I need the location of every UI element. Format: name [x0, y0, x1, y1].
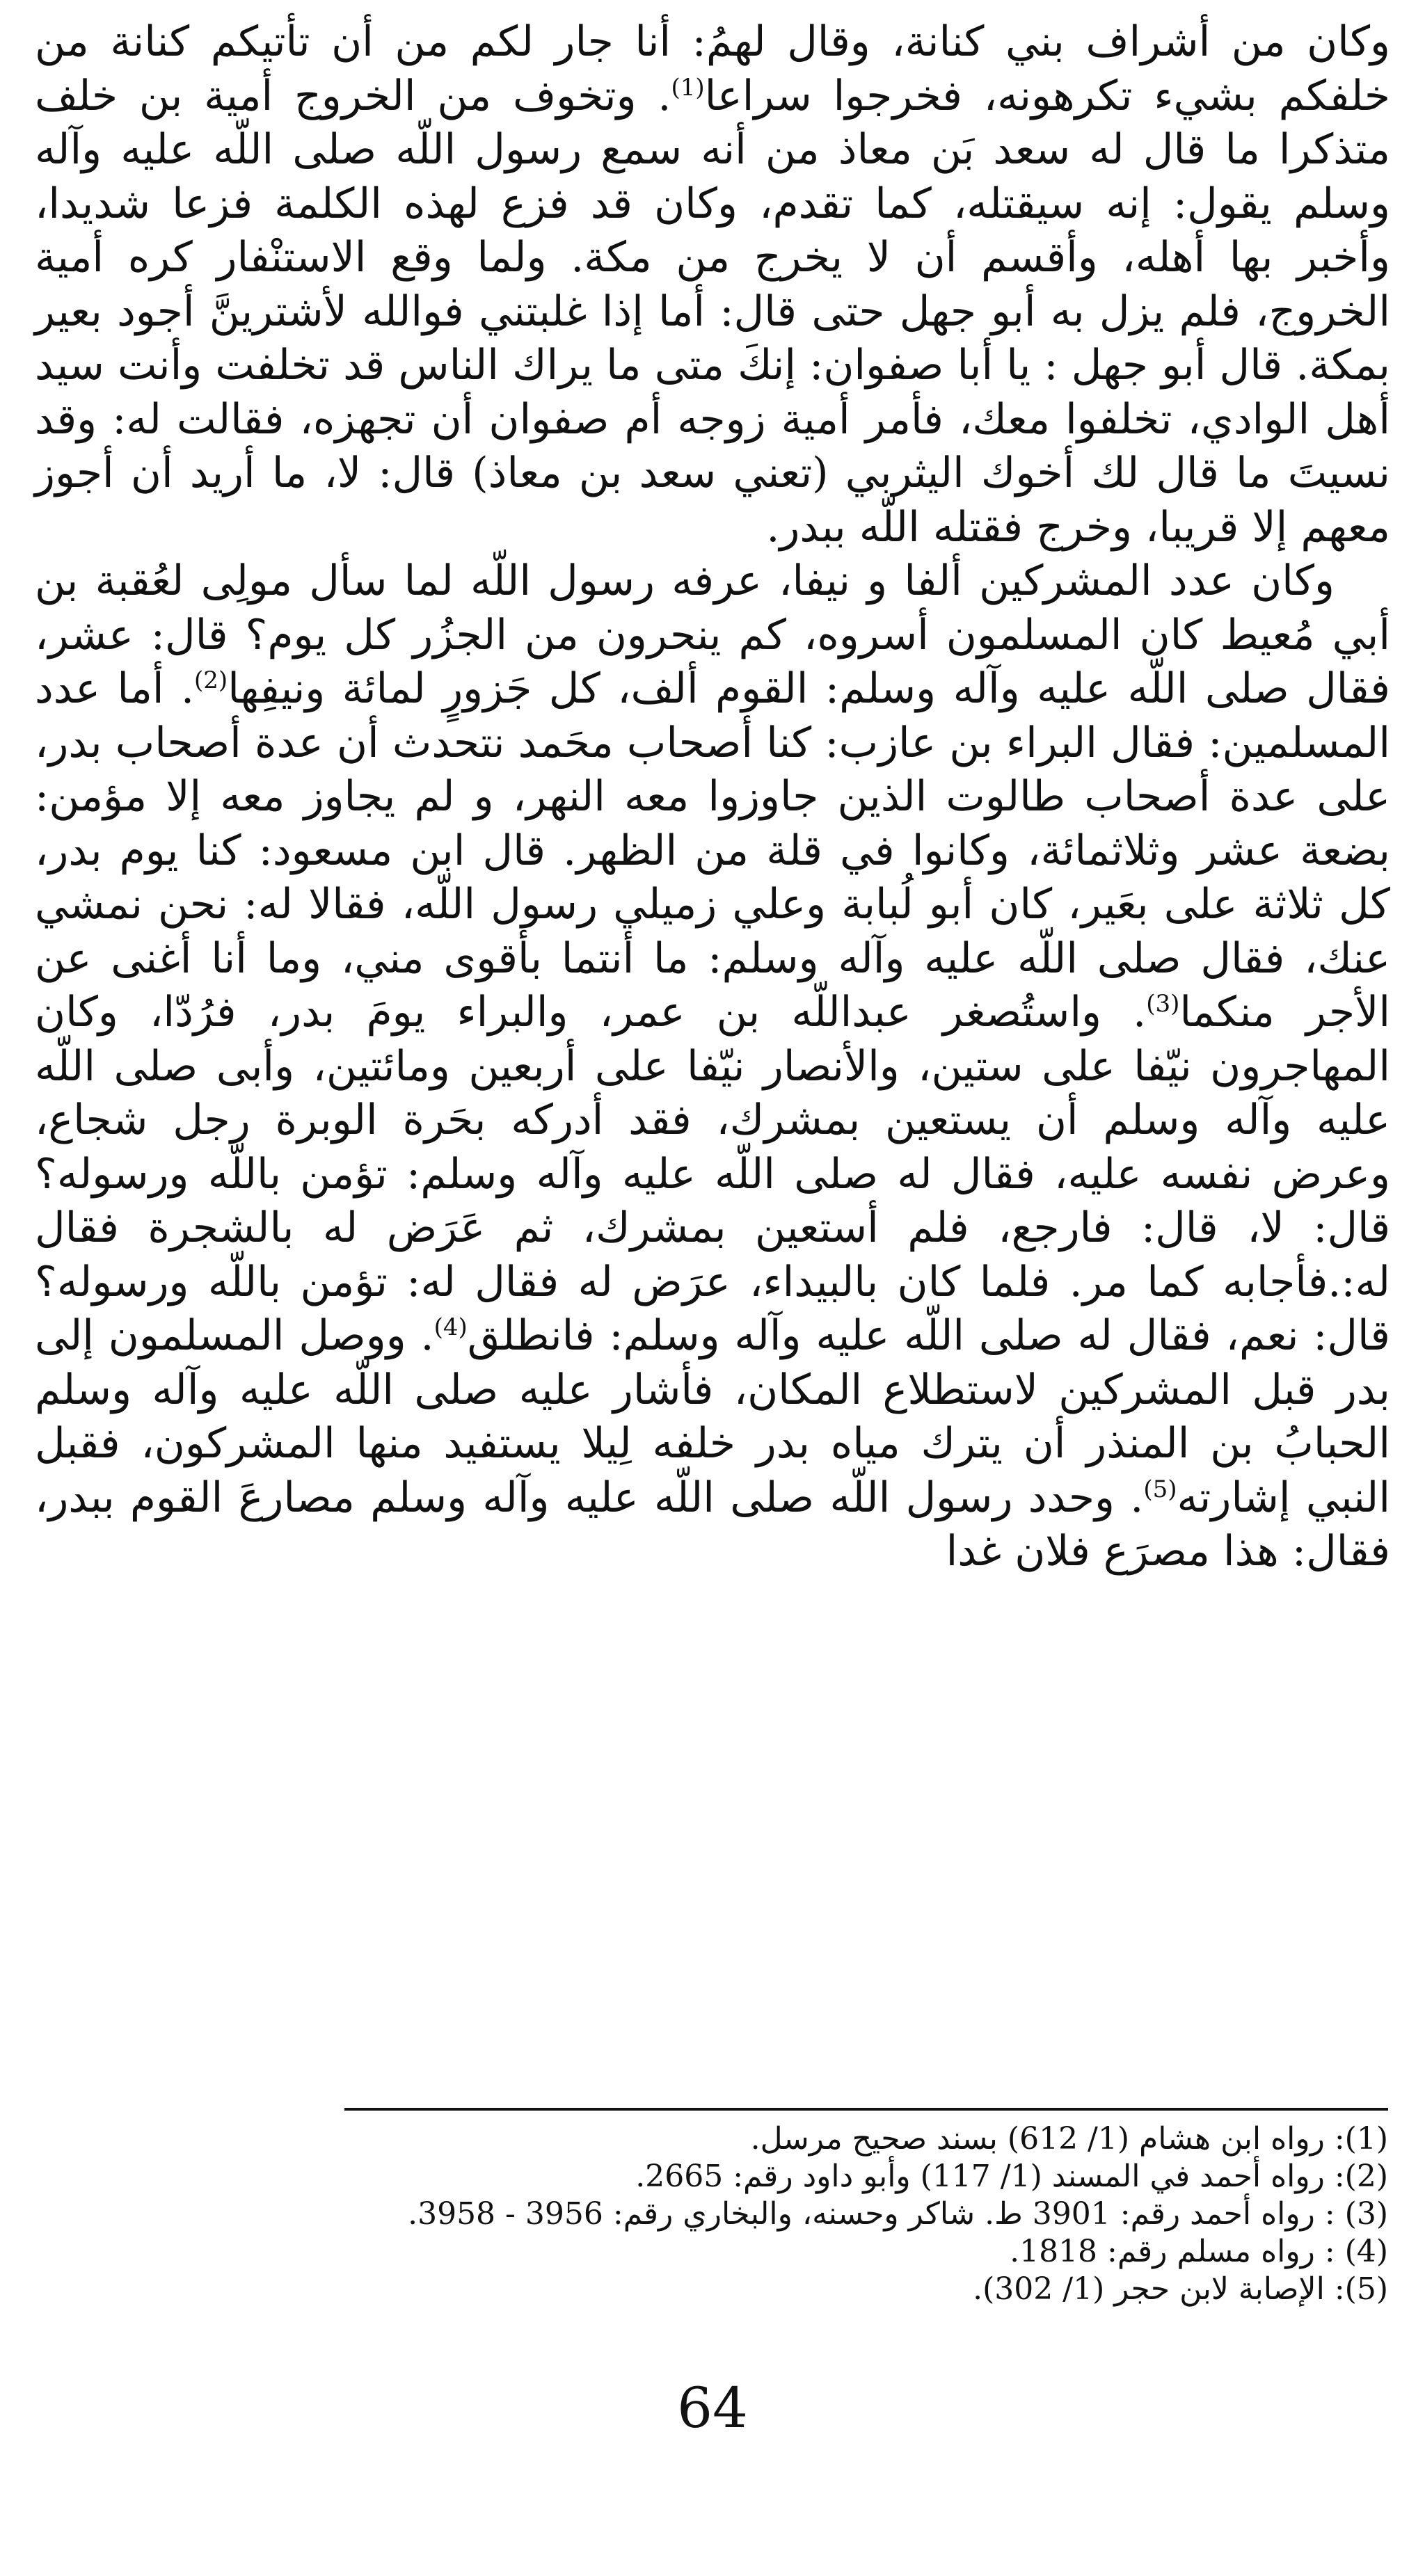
paragraph-1-part-b: . وتخوف من الخروج أمية بن خلف متذكرا ما قال له سعد بَن معاذ من أنه سمع رسول اللّه صلى اللّه عليه وآله وسلم يقول: إنه سيقتله، كما تقدم، وكان قد فزع لهذه الكلمة فزعا شديدا، وأخبر بها أهله، وأقسم أن لا يخرج من مكة. ولما وقع الاستنْفار كره أمية الخروج، فلم يزل به أبو جهل حتى قال: أما إذا غلبتني فوالله لأشترينَّ أجود بعير بمكة. قال أبو جهل : يا أبا صفوان: إنكَ متى ما يراك الناس قد تخلفت وأنت سيد أهل الوادي، تخلفوا معك، فأمر أمية زوجه أم صفوان أن تجهزه، فقالت له: وقد نسيتَ ما قال لك أخوك اليثربي (تعني سعد بن معاذ) قال: لا، ما أريد أن أجوز معهم إلا قريبا، وخرج فقتله اللّه ببدر. — [35, 71, 1391, 552]
paragraph-2-part-a: وكان عدد المشركين ألفا و نيفا، عرفه رسول اللّه لما سأل مولِى لعُقبة بن أبي مُعيط كان المسلمون أسروه، كم ينحرون من الجزُر كل يوم؟ قال: عشر، فقال صلى اللّه عليه وآله وسلم: القوم ألف، كل جَزورٍ لمائة ونيفِها — [35, 557, 1390, 713]
paragraph-2 — [35, 554, 1390, 1579]
paragraph-1 — [35, 15, 1390, 554]
footnote-ref-3[interactable]: (3) — [1146, 990, 1180, 1018]
footnote-ref-4[interactable]: (4) — [433, 1313, 468, 1341]
page-number: 64 — [677, 2376, 748, 2440]
paragraph-2-part-b: . أما عدد المسلمين: فقال البراء بن عازب: كنا أصحاب محَمد نتحدث أن عدة أصحاب بدر، على عدة أصحاب طالوت الذين جاوزوا معه النهر، و لم يجاوز معه إلا مؤمن: بضعة عشر وثلاثمائة، وكانوا في قلة من الظهر. قال ابن مسعود: كنا يوم بدر، كل ثلاثة على بعَير، كان أبو لُبابة وعلي زميلي رسول اللّه، فقالا له: نحن نمشي عنك، فقال صلى اللّه عليه وآله وسلم: ما أنتما بأقوى مني، وما أنا أغنى عن الأجر منكما — [35, 664, 1390, 1037]
footnote-ref-1[interactable]: (1) — [671, 73, 705, 102]
footnote-divider — [344, 2108, 1388, 2111]
footnote-ref-2[interactable]: (2) — [194, 666, 228, 694]
footnote-1: (1): رواه ابن هشام (1/ 612) بسند صحيح مرسل. — [750, 2121, 1388, 2157]
body-text — [35, 15, 1390, 1579]
paragraph-2-part-e: . وحدد رسول اللّه صلى اللّه عليه وآله وسلم مصارعَ القوم ببدر، فقال: هذا مصرَع فلان غدا — [35, 1473, 1390, 1576]
footnote-ref-5[interactable]: (5) — [1143, 1475, 1177, 1503]
footnotes — [344, 2120, 1388, 2308]
paragraph-2-part-c: . واستُصغر عبداللّه بن عمر، والبراء يومَ بدر، فرُدّا، وكان المهاجرون نيّفا على ستين، والأنصار نيّفا على أربعين ومائتين، وأبى صلى اللّه عليه وآله وسلم أن يستعين بمشرك، فقد أدركه بحَرة الوبرة رجل شجاع، وعرض نفسه عليه، فقال له صلى اللّه عليه وآله وسلم: تؤمن باللّه ورسوله؟ قال: لا، قال: فارجع، فلم أستعين بمشرك، ثم عَرَض له بالشجرة فقال له:.فأجابه كما مر. فلما كان بالبيداء، عرَض له فقال له: تؤمن باللّه ورسوله؟ قال: نعم، فقال له صلى اللّه عليه وآله وسلم: فانطلق — [35, 988, 1390, 1360]
page-content — [35, 15, 1390, 1579]
footnote-5: (5): الإصابة لابن حجر (1/ 302). — [973, 2271, 1388, 2307]
paragraph-2-part-d: . ووصل المسلمون إلى بدر قبل المشركين لاستطلاع المكان، فأشار عليه صلى اللّه عليه وآله وسلم الحبابُ بن المنذر أن يترك مياه بدر خلفه لِيلا يستفيد منها المشركون، فقبل النبي إشارته — [35, 1311, 1391, 1522]
footnote-4: (4) : رواه مسلم رقم: 1818. — [1010, 2234, 1388, 2269]
footnote-2: (2): رواه أحمد في المسند (1/ 117) وأبو داود رقم: 2665. — [635, 2159, 1388, 2194]
footnote-3: (3) : رواه أحمد رقم: 3901 ط. شاكر وحسنه، والبخاري رقم: 3956 - 3958. — [408, 2196, 1388, 2232]
paragraph-1-part-a: وكان من أشراف بني كنانة، وقال لهمُ: أنا جار لكم من أن تأتيكم كنانة من خلفكم بشيء تكرهونه، فخرجوا سراعا — [35, 17, 1390, 120]
